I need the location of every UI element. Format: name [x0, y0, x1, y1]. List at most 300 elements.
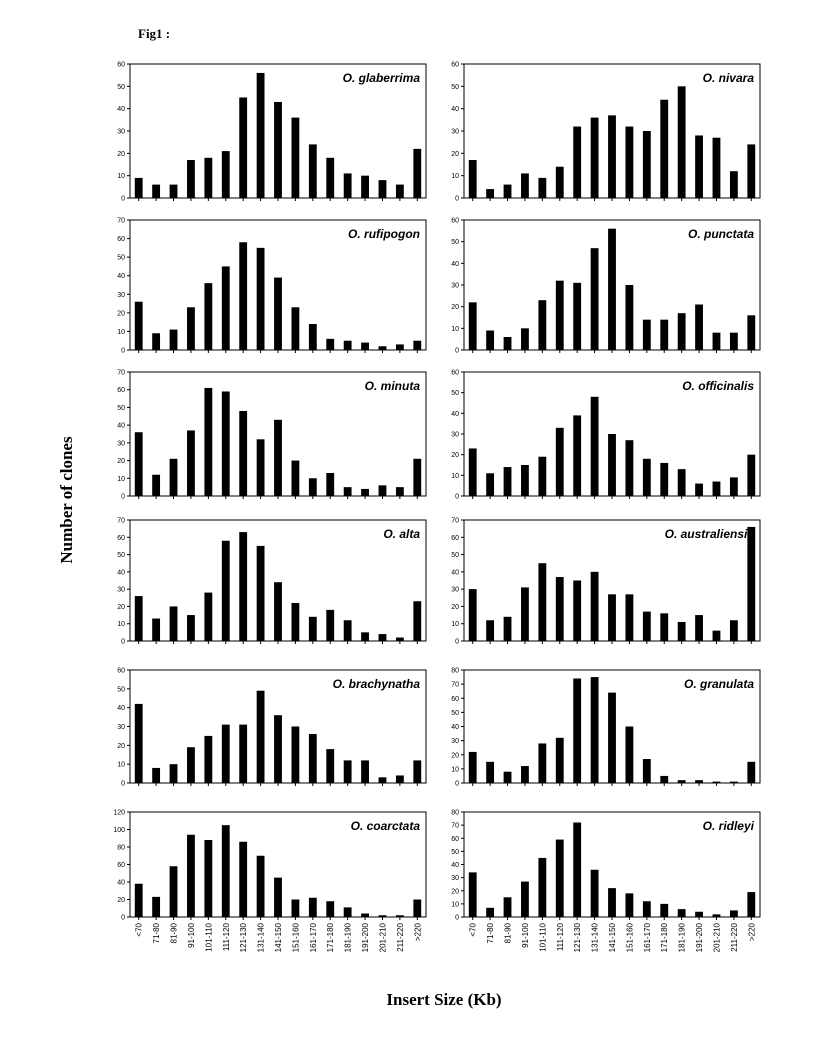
panel-title: O. alta	[383, 527, 420, 541]
x-category-label: 181-190	[677, 923, 687, 953]
bar-141-150	[274, 582, 282, 641]
bar-191-200	[361, 343, 369, 350]
bar-181-190	[678, 469, 686, 496]
bar-91-100	[521, 465, 529, 496]
bar-141-150	[274, 715, 282, 783]
bar-211-220	[396, 915, 404, 917]
y-tick-label: 10	[451, 325, 459, 333]
x-axis-label: Insert Size (Kb)	[386, 990, 502, 1009]
chart-o-glaberrima	[117, 62, 426, 203]
bar-181-190	[344, 173, 352, 198]
bar-161-170	[643, 612, 651, 641]
bar-211-220	[396, 185, 404, 198]
bar-201-210	[713, 482, 721, 496]
x-category-label: 81-90	[503, 923, 513, 944]
bar-211-220	[730, 620, 738, 641]
x-category-label: 191-200	[695, 923, 705, 953]
y-tick-label: 40	[451, 410, 459, 418]
bar-101-110	[204, 736, 212, 783]
y-tick-label: 20	[117, 897, 125, 904]
y-tick-label: 20	[451, 603, 459, 611]
bar-91-100	[187, 307, 195, 350]
x-category-label: 161-170	[642, 923, 652, 953]
bar-191-200	[361, 914, 369, 918]
y-tick-label: 20	[117, 603, 125, 611]
y-tick-label: 80	[451, 809, 459, 817]
y-tick-label: 10	[117, 475, 125, 483]
bar-71-80	[486, 762, 494, 783]
y-tick-label: 20	[451, 752, 459, 760]
bar-201-210	[379, 915, 387, 917]
y-tick-label: 10	[117, 621, 125, 629]
bar-101-110	[538, 457, 546, 496]
y-tick-label: 120	[113, 809, 125, 817]
x-category-label: 121-130	[573, 923, 583, 953]
bar-111-120	[222, 391, 230, 496]
bar-181-190	[344, 341, 352, 350]
y-tick-label: 20	[451, 304, 459, 312]
bar-71-80	[486, 189, 494, 198]
bar-71-80	[152, 897, 160, 917]
x-category-label: 131-140	[590, 923, 600, 953]
bar-211-220	[396, 775, 404, 783]
bar-161-170	[309, 617, 317, 641]
bar-121-130	[573, 581, 581, 642]
bar-151-160	[291, 603, 299, 641]
chart-o-australiensis	[451, 518, 760, 646]
bar-141-150	[608, 229, 616, 350]
bar-111-120	[556, 738, 564, 783]
bar-171-180	[326, 901, 334, 917]
x-category-label: >220	[747, 923, 757, 942]
bar-70	[135, 704, 143, 783]
figure-label: Fig1 :	[138, 26, 171, 41]
bar-131-140	[591, 248, 599, 350]
bar-171-180	[326, 473, 334, 496]
bar-121-130	[239, 98, 247, 199]
bar-101-110	[204, 283, 212, 350]
y-tick-label: 100	[113, 827, 125, 834]
bar-70	[469, 752, 477, 783]
y-tick-label: 0	[121, 638, 125, 646]
bar-151-160	[625, 893, 633, 917]
y-tick-label: 70	[451, 517, 459, 525]
bar-111-120	[556, 840, 564, 917]
bar-81-90	[504, 772, 512, 783]
y-tick-label: 0	[455, 914, 459, 922]
bar-161-170	[309, 324, 317, 350]
x-category-label: 81-90	[169, 923, 179, 944]
x-category-label: 101-110	[538, 923, 548, 952]
panel-title: O. ridleyi	[702, 819, 754, 833]
bar-121-130	[239, 411, 247, 496]
y-tick-label: 30	[117, 440, 125, 448]
bar-70	[135, 432, 143, 496]
x-category-label: 71-80	[152, 923, 162, 944]
bar-101-110	[538, 858, 546, 917]
x-category-label: 161-170	[308, 923, 318, 953]
bar-161-170	[643, 131, 651, 198]
bar-111-120	[556, 577, 564, 641]
bar-131-140	[257, 546, 265, 641]
bar-191-200	[361, 760, 369, 783]
bar-201-210	[713, 333, 721, 350]
bar-81-90	[170, 330, 178, 350]
bar-220	[747, 315, 755, 350]
bar-220	[747, 762, 755, 783]
x-category-label: 171-180	[660, 923, 670, 953]
y-tick-label: 10	[117, 173, 125, 181]
y-tick-label: 50	[117, 83, 125, 91]
bar-191-200	[695, 135, 703, 198]
y-tick-label: 0	[121, 780, 125, 788]
x-category-label: 111-120	[221, 923, 231, 952]
bar-201-210	[713, 138, 721, 198]
bar-211-220	[730, 333, 738, 350]
x-category-label: 201-210	[712, 923, 722, 953]
bar-141-150	[274, 278, 282, 350]
bar-171-180	[326, 339, 334, 350]
bar-81-90	[504, 897, 512, 917]
y-tick-label: 20	[451, 150, 459, 158]
y-tick-label: 40	[451, 106, 459, 114]
bar-101-110	[204, 158, 212, 198]
x-category-label: 91-100	[186, 923, 196, 948]
bar-101-110	[204, 593, 212, 641]
bar-220	[747, 527, 755, 641]
y-tick-label: 30	[117, 586, 125, 594]
bar-111-120	[222, 825, 230, 917]
bar-131-140	[591, 118, 599, 198]
y-tick-label: 60	[451, 369, 459, 377]
bar-81-90	[170, 764, 178, 783]
bar-70	[469, 872, 477, 917]
y-tick-label: 50	[117, 552, 125, 560]
x-category-label: 91-100	[520, 923, 530, 948]
bar-141-150	[608, 693, 616, 783]
y-tick-label: 0	[455, 493, 459, 501]
y-tick-label: 50	[117, 404, 125, 412]
bar-171-180	[660, 613, 668, 641]
bar-220	[413, 149, 421, 198]
bar-121-130	[239, 242, 247, 350]
bar-70	[135, 884, 143, 917]
bar-161-170	[309, 478, 317, 496]
y-tick-label: 50	[451, 239, 459, 247]
y-tick-label: 60	[451, 835, 459, 843]
bar-91-100	[187, 835, 195, 917]
bar-131-140	[257, 73, 265, 198]
chart-o-rufipogon	[117, 218, 426, 355]
y-tick-label: 30	[117, 724, 125, 731]
y-tick-label: 70	[117, 517, 125, 525]
y-tick-label: 0	[121, 195, 125, 203]
y-tick-label: 60	[451, 61, 459, 69]
bar-151-160	[291, 307, 299, 350]
panel-title: O. nivara	[702, 71, 754, 85]
panel-title: O. minuta	[364, 379, 420, 393]
bar-131-140	[591, 870, 599, 917]
y-axis-label: Number of clones	[57, 436, 76, 564]
bar-171-180	[326, 749, 334, 783]
bar-151-160	[291, 461, 299, 496]
chart-o-officinalis	[451, 370, 760, 501]
bar-181-190	[344, 760, 352, 783]
bar-71-80	[486, 908, 494, 917]
y-tick-label: 60	[117, 862, 125, 869]
y-tick-label: 20	[451, 452, 459, 460]
bar-211-220	[396, 638, 404, 641]
y-tick-label: 40	[117, 569, 125, 577]
bar-201-210	[379, 180, 387, 198]
bar-181-190	[678, 313, 686, 350]
y-tick-label: 40	[117, 273, 125, 281]
y-tick-label: 10	[451, 621, 459, 629]
x-category-label: 71-80	[486, 923, 496, 944]
bar-220	[413, 601, 421, 641]
bar-191-200	[695, 484, 703, 496]
bar-220	[413, 341, 421, 350]
bar-211-220	[730, 477, 738, 496]
bar-220	[747, 892, 755, 917]
y-tick-label: 30	[451, 128, 459, 136]
bar-161-170	[309, 144, 317, 198]
bar-181-190	[344, 620, 352, 641]
bar-201-210	[379, 777, 387, 783]
chart-o-brachynatha	[117, 668, 426, 788]
bar-201-210	[713, 631, 721, 641]
chart-o-minuta	[117, 370, 426, 501]
y-tick-label: 20	[117, 742, 125, 750]
bar-91-100	[521, 328, 529, 350]
panel-title: O. australiensis	[664, 527, 754, 541]
bar-121-130	[573, 415, 581, 496]
chart-panels	[113, 62, 760, 953]
bar-71-80	[486, 331, 494, 351]
chart-o-granulata	[451, 668, 760, 788]
bar-151-160	[625, 440, 633, 496]
bar-171-180	[326, 158, 334, 198]
bar-201-210	[713, 782, 721, 783]
y-tick-label: 30	[117, 291, 125, 299]
bar-181-190	[344, 487, 352, 496]
bar-101-110	[538, 178, 546, 198]
bar-101-110	[204, 840, 212, 917]
bar-111-120	[222, 151, 230, 198]
bar-81-90	[170, 185, 178, 198]
x-category-label: 211-220	[729, 923, 739, 952]
x-category-label: <70	[134, 923, 144, 937]
y-tick-label: 10	[117, 328, 125, 336]
y-tick-label: 40	[451, 260, 459, 268]
x-category-label: 101-110	[204, 923, 214, 952]
bar-91-100	[187, 430, 195, 496]
y-tick-label: 60	[117, 534, 125, 542]
bar-141-150	[608, 888, 616, 917]
bar-71-80	[152, 333, 160, 350]
x-category-label: 111-120	[555, 923, 565, 952]
bar-101-110	[538, 563, 546, 641]
y-tick-label: 20	[117, 310, 125, 318]
bar-121-130	[239, 532, 247, 641]
bar-131-140	[257, 691, 265, 783]
bar-161-170	[643, 459, 651, 496]
bar-101-110	[538, 743, 546, 783]
bar-141-150	[608, 115, 616, 198]
y-tick-label: 60	[451, 217, 459, 225]
bar-70	[135, 178, 143, 198]
bar-121-130	[573, 678, 581, 783]
y-tick-label: 50	[451, 552, 459, 560]
y-tick-label: 50	[451, 848, 459, 856]
bar-151-160	[625, 127, 633, 198]
y-tick-label: 70	[117, 369, 125, 377]
y-tick-label: 60	[117, 236, 125, 244]
bar-161-170	[643, 759, 651, 783]
y-tick-label: 50	[117, 686, 125, 694]
bar-201-210	[379, 634, 387, 641]
chart-o-ridleyi	[451, 810, 760, 953]
bar-151-160	[625, 594, 633, 641]
y-tick-label: 0	[121, 493, 125, 501]
x-category-label: 141-150	[608, 923, 617, 953]
bar-211-220	[730, 910, 738, 917]
y-tick-label: 40	[451, 862, 459, 869]
y-tick-label: 10	[451, 901, 459, 909]
y-tick-label: 0	[455, 780, 459, 788]
bar-151-160	[291, 900, 299, 918]
bar-191-200	[361, 489, 369, 496]
bar-220	[413, 459, 421, 496]
y-tick-label: 30	[451, 586, 459, 594]
y-tick-label: 50	[451, 83, 459, 91]
y-tick-label: 50	[451, 390, 459, 398]
x-category-label: 141-150	[274, 923, 283, 953]
bar-191-200	[695, 305, 703, 351]
bar-191-200	[361, 176, 369, 198]
bar-171-180	[660, 463, 668, 496]
y-tick-label: 80	[451, 667, 459, 675]
bar-91-100	[187, 615, 195, 641]
y-tick-label: 60	[117, 387, 125, 395]
bar-151-160	[291, 118, 299, 198]
bar-220	[413, 760, 421, 783]
bar-91-100	[521, 882, 529, 917]
bar-220	[747, 455, 755, 496]
bar-191-200	[695, 912, 703, 917]
x-category-label: 181-190	[343, 923, 353, 953]
y-tick-label: 60	[451, 695, 459, 703]
bar-181-190	[344, 907, 352, 917]
bar-111-120	[222, 266, 230, 350]
bar-211-220	[396, 487, 404, 496]
bar-131-140	[591, 397, 599, 496]
bar-71-80	[152, 475, 160, 496]
y-tick-label: 30	[451, 875, 459, 883]
bar-151-160	[625, 285, 633, 350]
bar-81-90	[504, 337, 512, 350]
y-tick-label: 30	[451, 738, 459, 746]
chart-o-coarctata	[113, 810, 426, 953]
y-tick-label: 60	[117, 61, 125, 69]
x-category-label: 151-160	[291, 923, 301, 953]
bar-211-220	[730, 782, 738, 783]
bar-111-120	[556, 281, 564, 350]
x-category-label: 191-200	[361, 923, 371, 953]
bar-131-140	[257, 439, 265, 496]
y-tick-label: 40	[451, 569, 459, 577]
y-tick-label: 50	[117, 254, 125, 262]
bar-171-180	[326, 610, 334, 641]
bar-131-140	[257, 248, 265, 350]
y-tick-label: 70	[451, 822, 459, 830]
y-tick-label: 0	[455, 195, 459, 203]
y-tick-label: 20	[117, 150, 125, 158]
x-category-label: 121-130	[239, 923, 249, 953]
bar-121-130	[239, 725, 247, 783]
bar-220	[413, 900, 421, 918]
bar-171-180	[660, 320, 668, 350]
y-tick-label: 40	[117, 879, 125, 887]
y-tick-label: 40	[117, 422, 125, 430]
bar-81-90	[504, 185, 512, 198]
bar-191-200	[361, 632, 369, 641]
bar-91-100	[187, 747, 195, 783]
bar-161-170	[309, 898, 317, 917]
bar-161-170	[643, 901, 651, 917]
bar-91-100	[187, 160, 195, 198]
chart-o-alta	[117, 518, 426, 646]
bar-111-120	[222, 541, 230, 641]
bar-211-220	[396, 344, 404, 350]
panel-title: O. glaberrima	[342, 71, 420, 85]
y-tick-label: 20	[117, 458, 125, 466]
bar-131-140	[591, 572, 599, 641]
y-tick-label: 0	[121, 347, 125, 355]
bar-191-200	[695, 780, 703, 783]
y-tick-label: 40	[451, 724, 459, 731]
bar-151-160	[291, 727, 299, 784]
bar-81-90	[504, 467, 512, 496]
bar-70	[135, 302, 143, 350]
chart-o-punctata	[451, 218, 760, 355]
y-tick-label: 0	[455, 347, 459, 355]
bar-171-180	[660, 100, 668, 198]
bar-201-210	[379, 346, 387, 350]
bar-71-80	[486, 473, 494, 496]
bar-91-100	[521, 766, 529, 783]
bar-171-180	[660, 904, 668, 917]
x-category-label: >220	[413, 923, 423, 942]
bar-211-220	[730, 171, 738, 198]
bar-161-170	[643, 320, 651, 350]
bar-131-140	[257, 856, 265, 917]
bar-141-150	[274, 102, 282, 198]
bar-141-150	[608, 594, 616, 641]
bar-70	[135, 596, 143, 641]
bar-220	[747, 144, 755, 198]
bar-81-90	[170, 606, 178, 641]
y-tick-label: 20	[451, 888, 459, 896]
y-tick-label: 0	[121, 914, 125, 922]
bar-81-90	[504, 617, 512, 641]
bar-121-130	[573, 127, 581, 198]
bar-121-130	[239, 842, 247, 917]
y-tick-label: 10	[451, 766, 459, 774]
bar-201-210	[713, 914, 721, 917]
bar-111-120	[556, 167, 564, 198]
y-tick-label: 70	[451, 681, 459, 689]
